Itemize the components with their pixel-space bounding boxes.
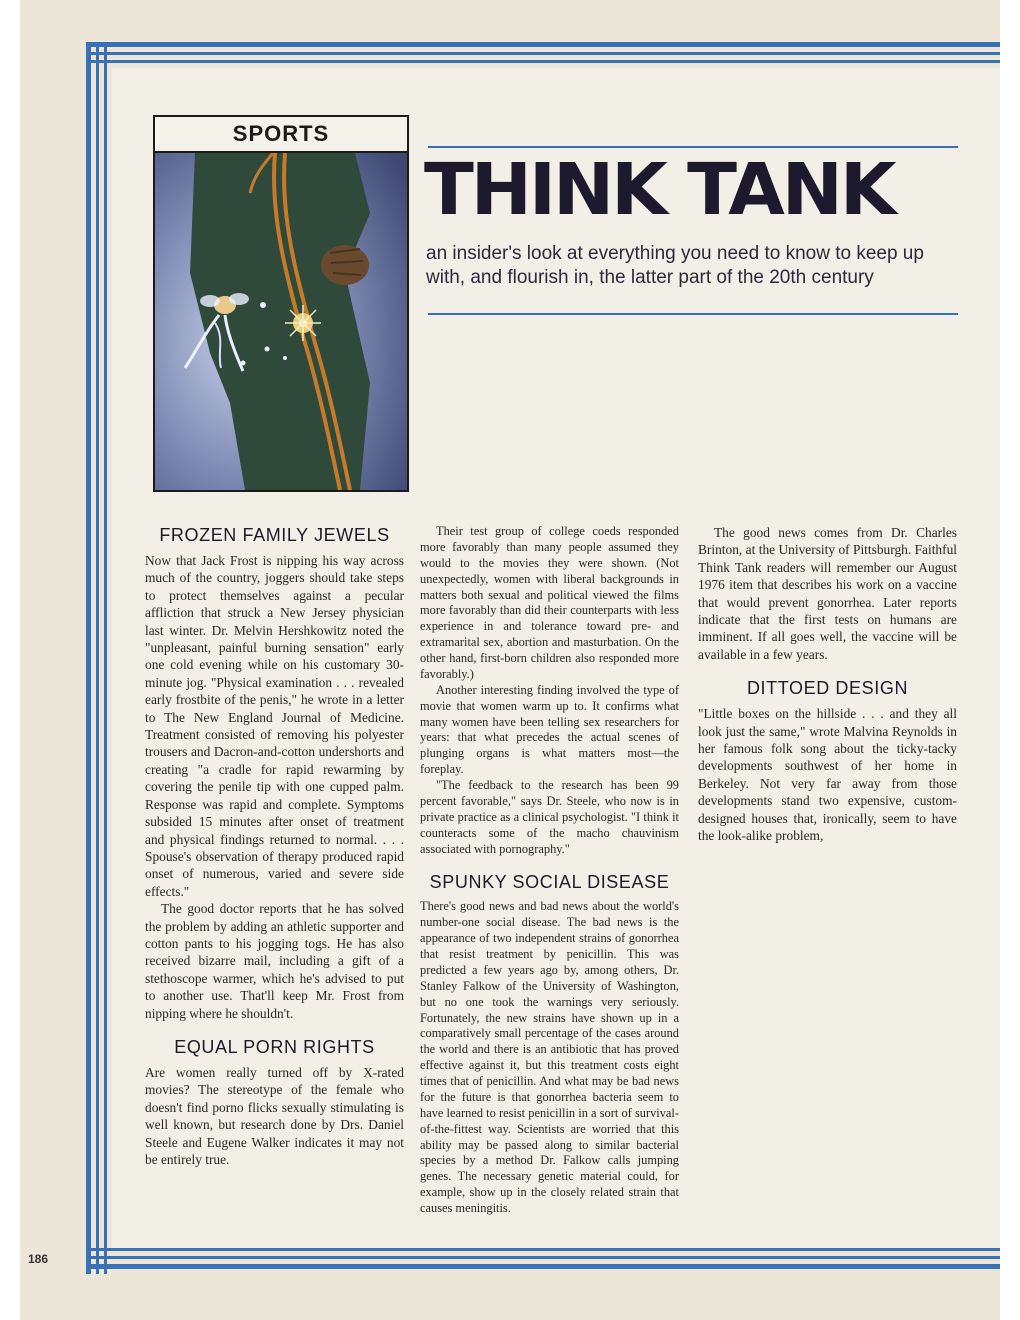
headline-rule-bottom [428,313,958,315]
article-paragraph: "Little boxes on the hillside . . . and they all look just the same," wrote Malvina Reynolds in her famous folk song about the ticky-tacky developments southwest of her home in Berkeley. Not very far away from those developments stand two expensive, custom-designed houses that, ironically, seem to have the look-alike problem, [698,706,957,844]
frame-border-bottom [86,1248,1000,1274]
article-paragraph: "The feedback to the research has been 99 percent favorable," says Dr. Steele, who now is in private practice as a clinical psychologist. "I think it counteracts some of the macho chauvinism associated with pornography." [420,778,679,856]
subtitle-dek: an insider's look at everything you need to know to keep up with, and flourish in, the latter part of the 20th century [426,243,924,288]
jogger-frost-fairy-illustration [155,153,407,490]
article-paragraph: Now that Jack Frost is nipping his way across much of the country, joggers should take steps to protect themselves against a pecular affliction that struck a New Jersey physician last winter. Dr. Melvin Hershkowitz noted the "unpleasant, painful burning sensation" early one cold evening while on his customary 30-minute jog. "Physical examination . . . revealed early frostbite of the penis," he wrote in a letter to The New England Journal of Medicine. Treatment consisted of removing his polyester trousers and Dacron-and-cotton undershorts and creating "a cradle for rapid rewarming by covering the penile tip with one cupped palm. Response was rapid and complete. Symptoms subsided 15 minutes after onset of treatment and physical findings returned to normal. . . . Spouse's observation of therapy produced rapid onset of numerous, varied and severe side effects." [145,553,404,899]
article-heading-spunky: SPUNKY SOCIAL DISEASE [429,872,670,893]
article-paragraph: The good news comes from Dr. Charles Brinton, at the University of Pittsburgh. Faithful Think Tank readers will remember our August 1976 item that describes his work on a vaccine that would prevent gonorrhea. Later reports indicate that the first tests on humans are imminent. If all goes well, the vaccine will be available in a few years. [698,525,957,662]
page-number: 186 [28,1252,49,1266]
column-2 [420,524,679,1217]
article-paragraph: Their test group of college coeds responded more favorably than many people assumed they would to the movies they were shown. (Not unexpectedly, women with liberal backgrounds in matters both sexual and political viewed the films more favorably than did their counterparts with less experience in and tolerance toward pre- and extramarital sex, abortion and masturbation. On the other hand, first-born children also responded more favorably.) [420,524,679,681]
column-1 [145,524,404,1168]
page-title: THINK TANK [424,148,894,231]
frame-border-top [86,42,1000,68]
article-paragraph: Are women really turned off by X-rated movies? The stereotype of the female who doesn't find porno flicks sexually stimulating is well known, but research done by Drs. Daniel Steele and Eugene Walker indicates it may not be entirely true. [145,1064,404,1167]
article-paragraph: The good doctor reports that he has solved the problem by adding an athletic supporter and cotton pants to his jogging togs. He has also received bizarre mail, including a gift of a stethoscope warmer, which he's advised to put to another use. That'll keep Mr. Frost from nipping where he shouldn't. [145,901,404,1021]
article-heading-dittoed: DITTOED DESIGN [746,678,909,699]
section-illustration [153,115,409,492]
article-paragraph: Another interesting finding involved the type of movie that women warm up to. It confirms what many women have been telling sex researchers for years: that what precedes the actual scenes of plunging organs is what matters most—the foreplay. [420,682,679,777]
article-paragraph: There's good news and bad news about the world's number-one social disease. The bad news is the appearance of two independent strains of gonorrhea that resist treatment by penicillin. This was predicted a few years ago by, among others, Dr. Stanley Falkow of the University of Washington, but no one took the warnings very seriously. Fortunately, the new strains have shown up in a comparatively small percentage of the cases around the world and there is an antibiotic that has proved effective against it, but this treatment costs eight times that of penicillin. And what may be bad news for the future is that gonorrhea bacteria seem to have learned to resist penicillin in a sort of survival-of-the-fittest way. Scientists are worried that this ability may be passed along to similar bacterial species by a method Dr. Falkow calls jumping genes. The necessary genetic material could, for example, show up in the closely related strain that causes meningitis. [420,899,679,1215]
article-heading-porn: EQUAL PORN RIGHTS [174,1036,375,1057]
section-label: SPORTS [155,117,407,153]
frame-border-left [86,42,112,1274]
article-heading-frozen: FROZEN FAMILY JEWELS [159,525,390,545]
column-3 [698,524,957,845]
